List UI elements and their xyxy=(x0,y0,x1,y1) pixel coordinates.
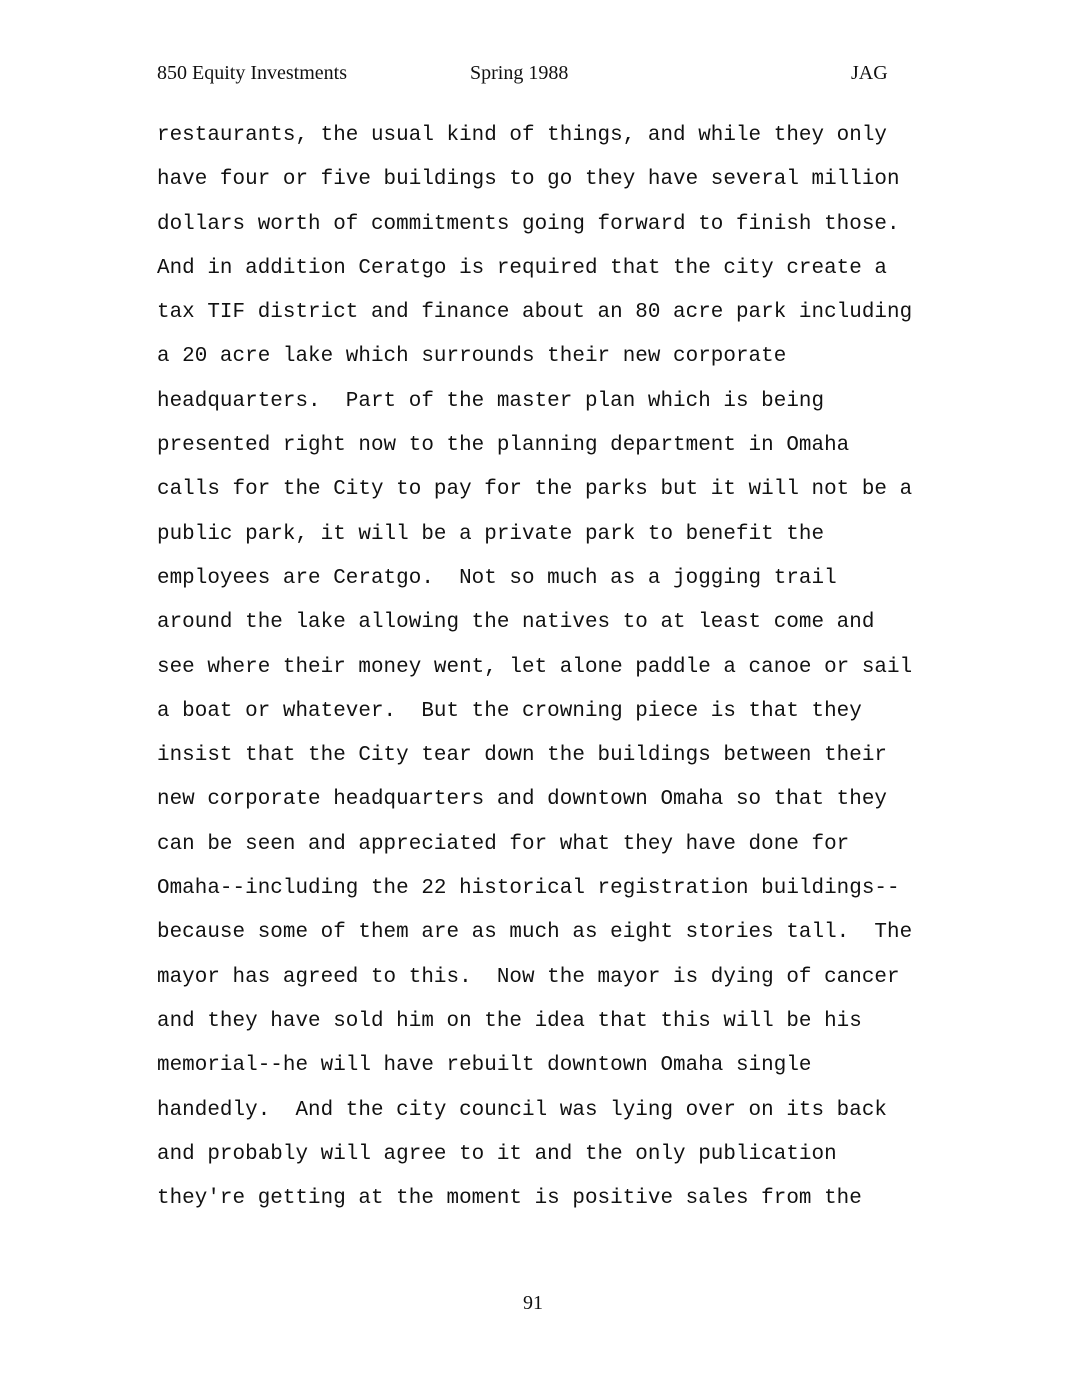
text-line: dollars worth of commitments going forward to finish those. xyxy=(157,212,900,236)
text-line: headquarters. Part of the master plan which is being xyxy=(157,389,825,413)
text-line: and they have sold him on the idea that this will be his xyxy=(157,1009,862,1033)
transcript-body xyxy=(157,120,957,1227)
text-line: can be seen and appreciated for what they have done for xyxy=(157,832,850,856)
text-line: employees are Ceratgo. Not so much as a jogging trail xyxy=(157,566,837,590)
text-line: have four or five buildings to go they have several million xyxy=(157,168,900,192)
text-line: public park, it will be a private park to benefit the xyxy=(157,522,825,546)
header-course: 850 Equity Investments xyxy=(157,62,347,84)
text-line: because some of them are as much as eight stories tall. The xyxy=(157,921,913,945)
text-line: Omaha--including the 22 historical registration buildings-- xyxy=(157,877,900,901)
text-line: new corporate headquarters and downtown Omaha so that they xyxy=(157,788,888,812)
text-line: they're getting at the moment is positive sales from the xyxy=(157,1187,862,1211)
text-line: calls for the City to pay for the parks but it will not be a xyxy=(157,478,913,502)
header-initials: JAG xyxy=(851,62,888,84)
text-line: memorial--he will have rebuilt downtown Omaha single xyxy=(157,1054,812,1078)
page-number: 91 xyxy=(523,1292,543,1314)
header-term: Spring 1988 xyxy=(470,62,569,84)
text-line: tax TIF district and finance about an 80 acre park including xyxy=(157,301,913,325)
text-line: mayor has agreed to this. Now the mayor is dying of cancer xyxy=(157,965,900,989)
text-line: And in addition Ceratgo is required that the city create a xyxy=(157,256,888,280)
page-header xyxy=(0,62,1066,90)
text-line: restaurants, the usual kind of things, and while they only xyxy=(157,124,888,147)
text-line: a 20 acre lake which surrounds their new corporate xyxy=(157,345,787,369)
text-line: around the lake allowing the natives to at least come and xyxy=(157,611,875,635)
text-line: insist that the City tear down the buildings between their xyxy=(157,744,888,768)
text-line: presented right now to the planning department in Omaha xyxy=(157,434,850,458)
text-line: see where their money went, let alone paddle a canoe or sail xyxy=(157,655,913,679)
text-line: a boat or whatever. But the crowning piece is that they xyxy=(157,699,862,723)
text-line: handedly. And the city council was lying over on its back xyxy=(157,1098,888,1122)
text-line: and probably will agree to it and the only publication xyxy=(157,1142,837,1166)
